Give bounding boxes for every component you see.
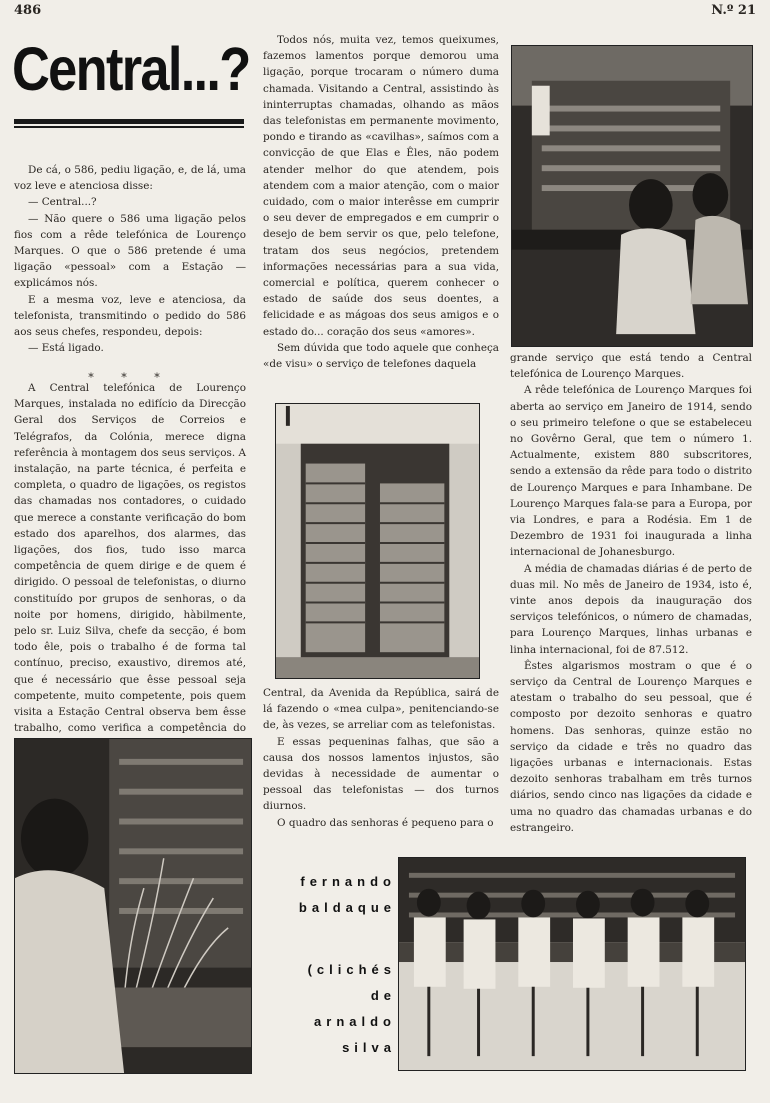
- photo-equipment-racks: [275, 403, 480, 679]
- paragraph: Todos nós, muita vez, temos queixumes, fazemos lamentos porque demorou uma ligação, porque trocaram o número duma chamada. Visitando a Central, assistindo às ininterruptas chamadas, olhando as mãos das telefonistas em permanente movimento, pondo e tirando as «cavilhas», saímos com a convicção de que Elas e Êles, não podem atender melhor do que atendem, pois atendem com a maior atenção, com o maior cuidado, com o maior interêsse em cumprir o seu dever de empregados e em cumprir o desejo de bem servir os que, pelo telefone, tratam dos seus negócios, pretendem informações necessárias para a sua vida, comercial e política, querem conhecer o estado de saúde dos seus doentes, a felicidade e as mágoas dos seus amigos e o estado do... coração dos seus «amores».: [263, 34, 499, 338]
- paragraph: — Central...?: [28, 196, 97, 209]
- paragraph: — Não quere o 586 uma ligação pelos fios com a rêde telefónica de Lourenço Marques. O que o 586 pretende é uma ligação «pessoal» com a Estação — explicámos nós.: [14, 212, 246, 290]
- article-title: Central...?: [12, 35, 250, 103]
- paragraph: A Central telefónica de Lourenço Marques, instalada no edifício da Direcção Geral dos Serviços de Correios e Telégrafos, da Colónia, merece digna referência à montagem dos seus serviços. A instalação, na parte técnica, é perfeita e completa, o quadro de ligações, os registos das chamadas nos contadores, o cuidado que merece a constante verificação do bom estado dos aparelhos, dos alarmes, das ligações, dos fios, tudo isso marca competência de quem dirige e de quem é dirigido. O pessoal de telefonistas, o diurno constituído por grupos de senhoras, o da noite por homens, dirigido, hàbilmente, pelo sr. Luiz Silva, chefe da secção, é bom todo êle, pois o trabalho é de forma tal contínuo, preciso, exaustivo, diremos até, que é necessário que êsse pessoal seja competente, muito competente, pois quem visita a Estação Central observa bem êsse trabalho, como verifica a competência do: [14, 382, 246, 735]
- photo-operator-cables: [14, 738, 252, 1074]
- body-column-1: [14, 380, 246, 753]
- photographer-first-name: arnaldo: [314, 1014, 396, 1029]
- intro-text: [14, 162, 246, 403]
- title-rule-thin: [14, 126, 244, 128]
- page-number: 486: [14, 3, 42, 18]
- issue-number: N.º 21: [711, 3, 756, 18]
- cliches-label: (clichés: [307, 962, 396, 977]
- title-rule: [14, 119, 244, 124]
- paragraph: Sem dúvida que todo aquele que conheça «de visu» o serviço de telefones daquela: [263, 341, 499, 371]
- paragraph: O quadro das senhoras é pequeno para o: [277, 816, 494, 829]
- paragraph: — Está ligado.: [28, 342, 104, 355]
- paragraph: E essas pequeninas falhas, que são a causa dos nossos lamentos injustos, são devidas à necessidade de aumentar o pessoal das telefonistas — dos turnos diurnos.: [263, 735, 499, 813]
- author-last-name: baldaque: [298, 900, 396, 915]
- photographer-last-name: silva: [342, 1040, 396, 1055]
- section-separator: * * *: [88, 371, 172, 385]
- photo-operators-row: [398, 857, 746, 1071]
- paragraph: E a mesma voz, leve e atenciosa, da telefonista, transmitindo o pedido do 586 aos seus chefes, respondeu, depois:: [14, 293, 246, 339]
- paragraph: De cá, o 586, pediu ligação, e, de lá, uma voz leve e atenciosa disse:: [14, 164, 246, 193]
- body-column-2-bottom: [263, 685, 499, 831]
- paragraph: A rêde telefónica de Lourenço Marques foi aberta ao serviço em Janeiro de 1914, sendo o seu primeiro telefone o que se estabeleceu no Govêrno Geral, que tem o número 1. Actualmente, existem 880 subscritores, sendo a extensão da rêde para todo o distrito de Lourenço Marques e para Inhambane. De Lourenço Marques fala-se para a Europa, por via Londres, e para a Rodésia. Em 1 de Dezembro de 1931 foi inaugurada a linha internacional de Johanesburgo.: [510, 384, 752, 559]
- paragraph: Central, da Avenida da República, sairá de lá fazendo o «mea culpa», penitenciando-se de, às vezes, se arreliar com as telefonistas.: [263, 687, 499, 732]
- paragraph: grande serviço que está tendo a Central telefónica de Lourenço Marques.: [510, 352, 752, 381]
- author-first-name: fernando: [300, 874, 396, 889]
- credits: [262, 869, 396, 1061]
- paragraph: Êstes algarismos mostram o que é o serviço da Central de Lourenço Marques e atestam o trabalho do seu pessoal, que é composto por dezoito senhoras e quatro homens. Das senhoras, quinze estão no serviço da cidade e três no quadro das ligações urbanas e internacionais. Estas dezoito senhoras trabalham em três turnos diários, sendo cinco nas ligações da cidade e uma no quadro das chamadas urbanas e do estrangeiro.: [510, 659, 752, 834]
- paragraph: A média de chamadas diárias é de perto de duas mil. No mês de Janeiro de 1934, isto é, vinte anos depois da inauguração dos serviços telefónicos, o número de chamadas, para Lourenço Marques, linhas urbanas e linha internacional, foi de 87.512.: [510, 562, 752, 656]
- photo-switchboard-operators: [511, 45, 753, 347]
- cliches-de: de: [370, 988, 396, 1003]
- body-column-3: [510, 350, 752, 836]
- body-column-2-top: [263, 32, 499, 372]
